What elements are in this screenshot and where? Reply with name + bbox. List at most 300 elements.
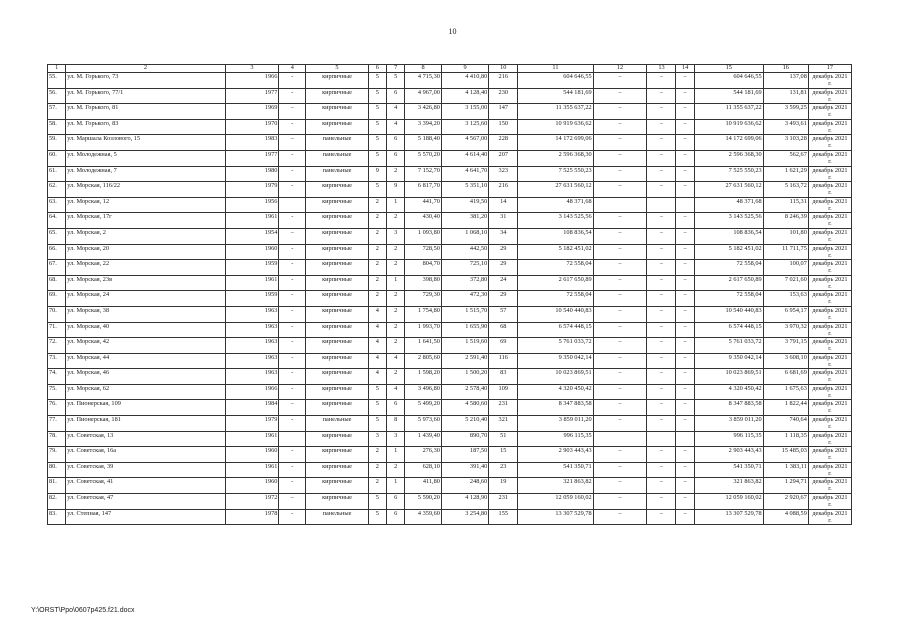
build-year-cell: 1972: [225, 494, 279, 510]
cost-sum-cell: 5 761 033,72: [694, 338, 763, 354]
col-13-cell: –: [647, 306, 676, 322]
col-4-cell: -: [279, 353, 306, 369]
living-area-cell: 725,10: [441, 260, 488, 276]
col-14-cell: –: [676, 88, 694, 104]
address-cell: ул. Морская, 42: [66, 338, 225, 354]
residents-cell: 323: [489, 166, 518, 182]
residents-cell: 57: [489, 306, 518, 322]
entrances-cell: 2: [387, 244, 405, 260]
build-year-cell: 1977: [225, 88, 279, 104]
living-area-cell: 1 519,60: [441, 338, 488, 354]
total-area-cell: 411,80: [405, 478, 442, 494]
cost-sum-cell: 544 181,69: [694, 88, 763, 104]
address-cell: ул. Морская, 23в: [66, 275, 225, 291]
floors-cell: 4: [368, 306, 386, 322]
living-area-cell: 890,70: [441, 431, 488, 447]
entrances-cell: 2: [387, 260, 405, 276]
row-number-cell: 75.: [48, 384, 66, 400]
build-year-cell: 1966: [225, 384, 279, 400]
col-4-cell: -: [279, 119, 306, 135]
row-number-cell: 78.: [48, 431, 66, 447]
living-area-cell: 1 068,10: [441, 228, 488, 244]
cost-total-cell: 541 350,71: [518, 462, 593, 478]
deadline-cell: декабрь 2021 г.: [808, 338, 851, 354]
row-number-cell: 68.: [48, 275, 66, 291]
total-area-cell: 3 496,80: [405, 384, 442, 400]
wall-material-cell: кирпичные: [306, 353, 368, 369]
entrances-cell: 4: [387, 384, 405, 400]
row-number-cell: 61.: [48, 166, 66, 182]
table-row: [48, 244, 852, 260]
column-number-12: 12: [593, 65, 647, 73]
table-body: [48, 73, 852, 525]
living-area-cell: 381,20: [441, 213, 488, 229]
cost-per-sqm-cell: 153,63: [763, 291, 808, 307]
living-area-cell: 372,80: [441, 275, 488, 291]
entrances-cell: 8: [387, 416, 405, 432]
col-14-cell: –: [676, 369, 694, 385]
col-14-cell: –: [676, 384, 694, 400]
build-year-cell: 1980: [225, 166, 279, 182]
col-13-cell: –: [647, 119, 676, 135]
living-area-cell: 4 128,90: [441, 494, 488, 510]
table-row: [48, 447, 852, 463]
wall-material-cell: кирпичные: [306, 275, 368, 291]
table-row: [48, 260, 852, 276]
cost-sum-cell: 321 863,82: [694, 478, 763, 494]
col-14-cell: –: [676, 353, 694, 369]
cost-sum-cell: 2 617 650,89: [694, 275, 763, 291]
deadline-cell: декабрь 2021 г.: [808, 119, 851, 135]
entrances-cell: 6: [387, 135, 405, 151]
residents-cell: 51: [489, 431, 518, 447]
row-number-cell: 62.: [48, 182, 66, 198]
col-12-cell: –: [593, 416, 647, 432]
cost-total-cell: 14 172 699,06: [518, 135, 593, 151]
living-area-cell: 419,50: [441, 197, 488, 213]
build-year-cell: 1979: [225, 182, 279, 198]
living-area-cell: 4 614,40: [441, 150, 488, 166]
col-13-cell: –: [647, 509, 676, 525]
col-12-cell: –: [593, 384, 647, 400]
col-12-cell: –: [593, 275, 647, 291]
table-row: [48, 213, 852, 229]
residents-cell: 155: [489, 509, 518, 525]
residents-cell: 29: [489, 291, 518, 307]
col-14-cell: –: [676, 322, 694, 338]
address-cell: ул. Маршала Козлового, 15: [66, 135, 225, 151]
col-12-cell: –: [593, 478, 647, 494]
col-14-cell: –: [676, 182, 694, 198]
col-12-cell: –: [593, 150, 647, 166]
total-area-cell: 1 598,20: [405, 369, 442, 385]
address-cell: ул. М. Горького, 81: [66, 104, 225, 120]
total-area-cell: 5 590,20: [405, 494, 442, 510]
cost-sum-cell: 2 903 443,43: [694, 447, 763, 463]
row-number-cell: 79.: [48, 447, 66, 463]
living-area-cell: 3 254,80: [441, 509, 488, 525]
cost-per-sqm-cell: 3 103,28: [763, 135, 808, 151]
cost-total-cell: 6 574 448,15: [518, 322, 593, 338]
cost-per-sqm-cell: 3 791,15: [763, 338, 808, 354]
deadline-cell: декабрь 2021 г.: [808, 166, 851, 182]
cost-sum-cell: 13 307 529,78: [694, 509, 763, 525]
col-14-cell: –: [676, 119, 694, 135]
col-12-cell: –: [593, 88, 647, 104]
row-number-cell: 72.: [48, 338, 66, 354]
residents-cell: 231: [489, 494, 518, 510]
col-13-cell: –: [647, 150, 676, 166]
row-number-cell: 71.: [48, 322, 66, 338]
cost-total-cell: 604 646,55: [518, 73, 593, 89]
col-14-cell: [676, 197, 694, 213]
entrances-cell: 3: [387, 228, 405, 244]
cost-per-sqm-cell: 100,07: [763, 260, 808, 276]
cost-sum-cell: 604 646,55: [694, 73, 763, 89]
col-12-cell: –: [593, 291, 647, 307]
col-4-cell: -: [279, 213, 306, 229]
row-number-cell: 66.: [48, 244, 66, 260]
col-4-cell: –: [279, 494, 306, 510]
cost-per-sqm-cell: 4 088,59: [763, 509, 808, 525]
entrances-cell: 9: [387, 182, 405, 198]
deadline-cell: декабрь 2021 г.: [808, 197, 851, 213]
address-cell: ул. Советская, 13: [66, 431, 225, 447]
col-4-cell: -: [279, 291, 306, 307]
col-13-cell: –: [647, 213, 676, 229]
column-number-8: 8: [405, 65, 442, 73]
column-number-1: 1: [48, 65, 66, 73]
total-area-cell: 3 394,20: [405, 119, 442, 135]
total-area-cell: 6 817,70: [405, 182, 442, 198]
floors-cell: 5: [368, 509, 386, 525]
floors-cell: 5: [368, 494, 386, 510]
cost-per-sqm-cell: 2 920,67: [763, 494, 808, 510]
cost-total-cell: 996 115,35: [518, 431, 593, 447]
column-number-9: 9: [441, 65, 488, 73]
col-12-cell: –: [593, 182, 647, 198]
address-cell: ул. М. Горького, 77/1: [66, 88, 225, 104]
cost-total-cell: 4 320 450,42: [518, 384, 593, 400]
total-area-cell: 430,40: [405, 213, 442, 229]
col-13-cell: –: [647, 322, 676, 338]
wall-material-cell: кирпичные: [306, 197, 368, 213]
cost-sum-cell: 72 558,04: [694, 260, 763, 276]
build-year-cell: 1963: [225, 353, 279, 369]
table-row: [48, 197, 852, 213]
wall-material-cell: кирпичные: [306, 213, 368, 229]
table-row: [48, 338, 852, 354]
col-14-cell: –: [676, 447, 694, 463]
address-cell: ул. М. Горького, 73: [66, 73, 225, 89]
cost-sum-cell: 541 350,71: [694, 462, 763, 478]
table-row: [48, 166, 852, 182]
table-header: [48, 65, 852, 73]
col-13-cell: –: [647, 260, 676, 276]
build-year-cell: 1961: [225, 213, 279, 229]
col-12-cell: [593, 431, 647, 447]
row-number-cell: 74.: [48, 369, 66, 385]
cost-total-cell: 10 023 869,51: [518, 369, 593, 385]
build-year-cell: 1984: [225, 400, 279, 416]
deadline-cell: декабрь 2021 г.: [808, 244, 851, 260]
floors-cell: 4: [368, 369, 386, 385]
col-14-cell: –: [676, 213, 694, 229]
address-cell: ул. Морская, 40: [66, 322, 225, 338]
cost-per-sqm-cell: 5 163,72: [763, 182, 808, 198]
total-area-cell: 4 967,00: [405, 88, 442, 104]
floors-cell: 5: [368, 135, 386, 151]
residents-cell: 31: [489, 213, 518, 229]
table-row: [48, 509, 852, 525]
column-number-7: 7: [387, 65, 405, 73]
deadline-cell: декабрь 2021 г.: [808, 509, 851, 525]
cost-total-cell: 2 903 443,43: [518, 447, 593, 463]
col-4-cell: [279, 197, 306, 213]
col-14-cell: –: [676, 306, 694, 322]
living-area-cell: 2 578,40: [441, 384, 488, 400]
cost-total-cell: 10 919 636,62: [518, 119, 593, 135]
total-area-cell: 3 426,80: [405, 104, 442, 120]
address-cell: ул. Морская, 24: [66, 291, 225, 307]
floors-cell: 5: [368, 384, 386, 400]
build-year-cell: 1963: [225, 306, 279, 322]
col-12-cell: –: [593, 260, 647, 276]
residents-cell: 69: [489, 338, 518, 354]
entrances-cell: 3: [387, 431, 405, 447]
residents-cell: 216: [489, 182, 518, 198]
table-row: [48, 291, 852, 307]
deadline-cell: декабрь 2021 г.: [808, 416, 851, 432]
column-number-3: 3: [225, 65, 279, 73]
entrances-cell: 6: [387, 88, 405, 104]
table-row: [48, 400, 852, 416]
col-4-cell: -: [279, 338, 306, 354]
residents-cell: 83: [489, 369, 518, 385]
col-12-cell: [593, 197, 647, 213]
total-area-cell: 1 093,80: [405, 228, 442, 244]
floors-cell: 2: [368, 462, 386, 478]
row-number-cell: 70.: [48, 306, 66, 322]
col-12-cell: –: [593, 494, 647, 510]
col-4-cell: -: [279, 509, 306, 525]
col-13-cell: –: [647, 228, 676, 244]
wall-material-cell: кирпичные: [306, 384, 368, 400]
col-13-cell: –: [647, 353, 676, 369]
residents-cell: 14: [489, 197, 518, 213]
cost-total-cell: 72 558,04: [518, 260, 593, 276]
floors-cell: 4: [368, 338, 386, 354]
living-area-cell: 1 500,20: [441, 369, 488, 385]
col-4-cell: -: [279, 260, 306, 276]
wall-material-cell: кирпичные: [306, 88, 368, 104]
build-year-cell: 1963: [225, 369, 279, 385]
total-area-cell: 5 499,20: [405, 400, 442, 416]
col-12-cell: –: [593, 338, 647, 354]
deadline-cell: декабрь 2021 г.: [808, 291, 851, 307]
cost-sum-cell: 3 143 525,56: [694, 213, 763, 229]
floors-cell: 2: [368, 275, 386, 291]
col-12-cell: –: [593, 135, 647, 151]
row-number-cell: 65.: [48, 228, 66, 244]
column-number-5: 5: [306, 65, 368, 73]
cost-total-cell: 10 540 440,83: [518, 306, 593, 322]
col-4-cell: -: [279, 73, 306, 89]
column-number-2: 2: [66, 65, 225, 73]
deadline-cell: декабрь 2021 г.: [808, 88, 851, 104]
build-year-cell: 1959: [225, 291, 279, 307]
floors-cell: 5: [368, 88, 386, 104]
living-area-cell: 4 641,70: [441, 166, 488, 182]
cost-sum-cell: 12 059 160,02: [694, 494, 763, 510]
column-numbers-row: [48, 65, 852, 73]
build-year-cell: 1979: [225, 416, 279, 432]
entrances-cell: 6: [387, 150, 405, 166]
column-number-17: 17: [808, 65, 851, 73]
col-13-cell: –: [647, 166, 676, 182]
build-year-cell: 1970: [225, 119, 279, 135]
build-year-cell: 1977: [225, 150, 279, 166]
floors-cell: 2: [368, 291, 386, 307]
floors-cell: 2: [368, 447, 386, 463]
row-number-cell: 67.: [48, 260, 66, 276]
cost-per-sqm-cell: 1 294,71: [763, 478, 808, 494]
wall-material-cell: кирпичные: [306, 306, 368, 322]
floors-cell: 5: [368, 119, 386, 135]
col-14-cell: –: [676, 73, 694, 89]
floors-cell: 2: [368, 478, 386, 494]
cost-total-cell: 3 143 525,56: [518, 213, 593, 229]
cost-per-sqm-cell: 6 681,69: [763, 369, 808, 385]
col-13-cell: –: [647, 73, 676, 89]
cost-per-sqm-cell: 740,64: [763, 416, 808, 432]
floors-cell: 9: [368, 166, 386, 182]
cost-total-cell: 72 558,04: [518, 291, 593, 307]
col-12-cell: –: [593, 166, 647, 182]
col-12-cell: –: [593, 462, 647, 478]
deadline-cell: декабрь 2021 г.: [808, 431, 851, 447]
wall-material-cell: кирпичные: [306, 400, 368, 416]
entrances-cell: 2: [387, 462, 405, 478]
cost-sum-cell: 8 347 883,58: [694, 400, 763, 416]
wall-material-cell: кирпичные: [306, 494, 368, 510]
col-12-cell: –: [593, 104, 647, 120]
cost-total-cell: 48 371,68: [518, 197, 593, 213]
wall-material-cell: кирпичные: [306, 119, 368, 135]
wall-material-cell: кирпичные: [306, 104, 368, 120]
deadline-cell: декабрь 2021 г.: [808, 260, 851, 276]
address-cell: ул. Пионерская, 181: [66, 416, 225, 432]
entrances-cell: 6: [387, 509, 405, 525]
col-14-cell: –: [676, 338, 694, 354]
deadline-cell: декабрь 2021 г.: [808, 384, 851, 400]
entrances-cell: 2: [387, 338, 405, 354]
deadline-cell: декабрь 2021 г.: [808, 73, 851, 89]
cost-total-cell: 8 347 883,58: [518, 400, 593, 416]
col-4-cell: –: [279, 104, 306, 120]
col-13-cell: –: [647, 135, 676, 151]
col-13-cell: –: [647, 416, 676, 432]
wall-material-cell: панельные: [306, 166, 368, 182]
residents-cell: 207: [489, 150, 518, 166]
table-row: [48, 416, 852, 432]
residents-cell: 109: [489, 384, 518, 400]
column-number-11: 11: [518, 65, 593, 73]
cost-per-sqm-cell: 15 485,03: [763, 447, 808, 463]
total-area-cell: 1 993,70: [405, 322, 442, 338]
row-number-cell: 55.: [48, 73, 66, 89]
total-area-cell: 5 188,40: [405, 135, 442, 151]
deadline-cell: декабрь 2021 г.: [808, 104, 851, 120]
table-row: [48, 353, 852, 369]
col-4-cell: -: [279, 384, 306, 400]
entrances-cell: 2: [387, 213, 405, 229]
wall-material-cell: кирпичные: [306, 244, 368, 260]
col-12-cell: –: [593, 306, 647, 322]
entrances-cell: 1: [387, 275, 405, 291]
cost-per-sqm-cell: 7 021,60: [763, 275, 808, 291]
col-13-cell: –: [647, 369, 676, 385]
living-area-cell: 3 125,60: [441, 119, 488, 135]
deadline-cell: декабрь 2021 г.: [808, 228, 851, 244]
cost-sum-cell: 10 023 869,51: [694, 369, 763, 385]
floors-cell: 4: [368, 322, 386, 338]
deadline-cell: декабрь 2021 г.: [808, 447, 851, 463]
cost-per-sqm-cell: 562,67: [763, 150, 808, 166]
col-12-cell: –: [593, 322, 647, 338]
build-year-cell: 1969: [225, 104, 279, 120]
living-area-cell: 391,40: [441, 462, 488, 478]
col-14-cell: –: [676, 275, 694, 291]
cost-sum-cell: 10 540 440,83: [694, 306, 763, 322]
row-number-cell: 81.: [48, 478, 66, 494]
floors-cell: 2: [368, 213, 386, 229]
wall-material-cell: кирпичные: [306, 462, 368, 478]
build-year-cell: 1961: [225, 431, 279, 447]
cost-total-cell: 5 182 451,02: [518, 244, 593, 260]
residents-cell: 29: [489, 244, 518, 260]
column-number-15: 15: [694, 65, 763, 73]
address-cell: ул. Советская, 47: [66, 494, 225, 510]
floors-cell: 5: [368, 73, 386, 89]
address-cell: ул. Морская, 62: [66, 384, 225, 400]
floors-cell: 5: [368, 400, 386, 416]
table-row: [48, 275, 852, 291]
table-row: [48, 369, 852, 385]
entrances-cell: 4: [387, 353, 405, 369]
col-14-cell: –: [676, 135, 694, 151]
table-row: [48, 462, 852, 478]
col-14-cell: –: [676, 244, 694, 260]
col-4-cell: –: [279, 400, 306, 416]
cost-per-sqm-cell: 137,08: [763, 73, 808, 89]
table-row: [48, 150, 852, 166]
col-4-cell: -: [279, 462, 306, 478]
deadline-cell: декабрь 2021 г.: [808, 135, 851, 151]
cost-sum-cell: 108 836,54: [694, 228, 763, 244]
column-number-6: 6: [368, 65, 386, 73]
col-14-cell: –: [676, 416, 694, 432]
col-4-cell: -: [279, 182, 306, 198]
address-cell: ул. Морская, 22: [66, 260, 225, 276]
table-row: [48, 182, 852, 198]
living-area-cell: 2 591,40: [441, 353, 488, 369]
build-year-cell: 1966: [225, 73, 279, 89]
deadline-cell: декабрь 2021 г.: [808, 462, 851, 478]
wall-material-cell: кирпичные: [306, 369, 368, 385]
entrances-cell: 5: [387, 73, 405, 89]
cost-per-sqm-cell: 6 954,17: [763, 306, 808, 322]
